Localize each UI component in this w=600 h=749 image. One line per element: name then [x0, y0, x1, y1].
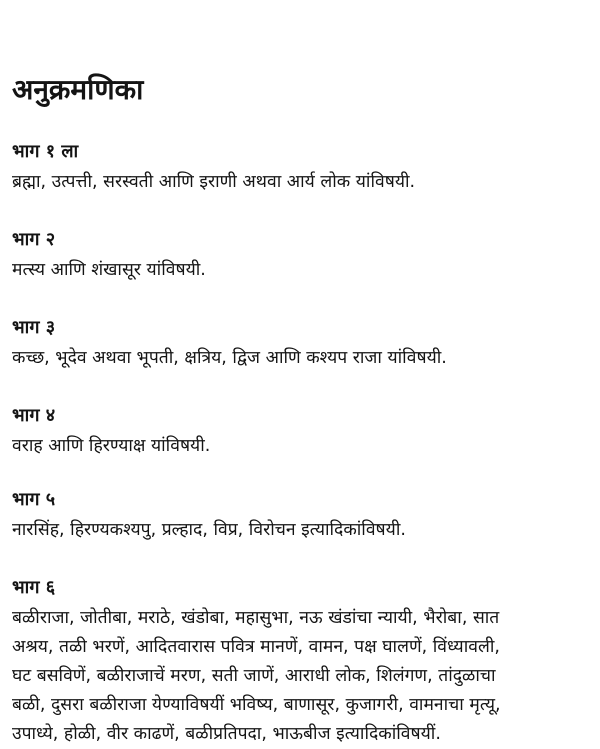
section-part-3 [12, 316, 592, 372]
section-part-1 [12, 140, 592, 196]
description-line: उपाध्ये, होळी, वीर काढणें, बळीप्रतिपदा, भाऊबीज इत्यादिकांविषयीं. [12, 724, 441, 744]
section-part-5 [12, 488, 592, 544]
section-heading: भाग ५ [12, 489, 56, 510]
section-description: वराह आणि हिरण्याक्ष यांविषयी. [12, 436, 211, 456]
section-heading: भाग २ [12, 229, 56, 250]
section-heading: भाग ४ [12, 405, 56, 426]
section-heading: भाग ३ [12, 317, 56, 338]
section-part-4 [12, 404, 592, 460]
description-line: बळी, दुसरा बळीराजा येण्याविषयीं भविष्य, बाणासूर, कुजागरी, वामनाचा मृत्यू, [12, 695, 501, 715]
section-heading: भाग ६ [12, 577, 56, 598]
section-description: मत्स्य आणि शंखासूर यांविषयी. [12, 260, 206, 280]
description-line: अश्रय, तळी भरणें, आदितवारास पवित्र मानणें, वामन, पक्ष घालणें, विंध्यावली, [12, 637, 500, 657]
section-heading: भाग १ ला [12, 141, 79, 162]
section-part-6 [12, 576, 592, 749]
section-part-2 [12, 228, 592, 284]
section-description: नारसिंह, हिरण्यकश्यपु, प्रल्हाद, विप्र, विरोचन इत्यादिकांविषयी. [12, 520, 406, 540]
description-line: घट बसविणें, बळीराजाचें मरण, सती जाणें, आराधी लोक, शिलंगण, तांदुळाचा [12, 666, 496, 686]
section-description: कच्छ, भूदेव अथवा भूपती, क्षत्रिय, द्विज आणि कश्यप राजा यांविषयी. [12, 348, 447, 368]
section-description [12, 604, 592, 749]
description-line: बळीराजा, जोतीबा, मराठे, खंडोबा, महासुभा, नऊ खंडांचा न्यायी, भैरोबा, सात [12, 608, 500, 628]
section-description: ब्रह्मा, उत्पत्ती, सरस्वती आणि इराणी अथवा आर्य लोक यांविषयी. [12, 172, 416, 192]
page-title: अनुक्रमणिका [12, 73, 144, 106]
